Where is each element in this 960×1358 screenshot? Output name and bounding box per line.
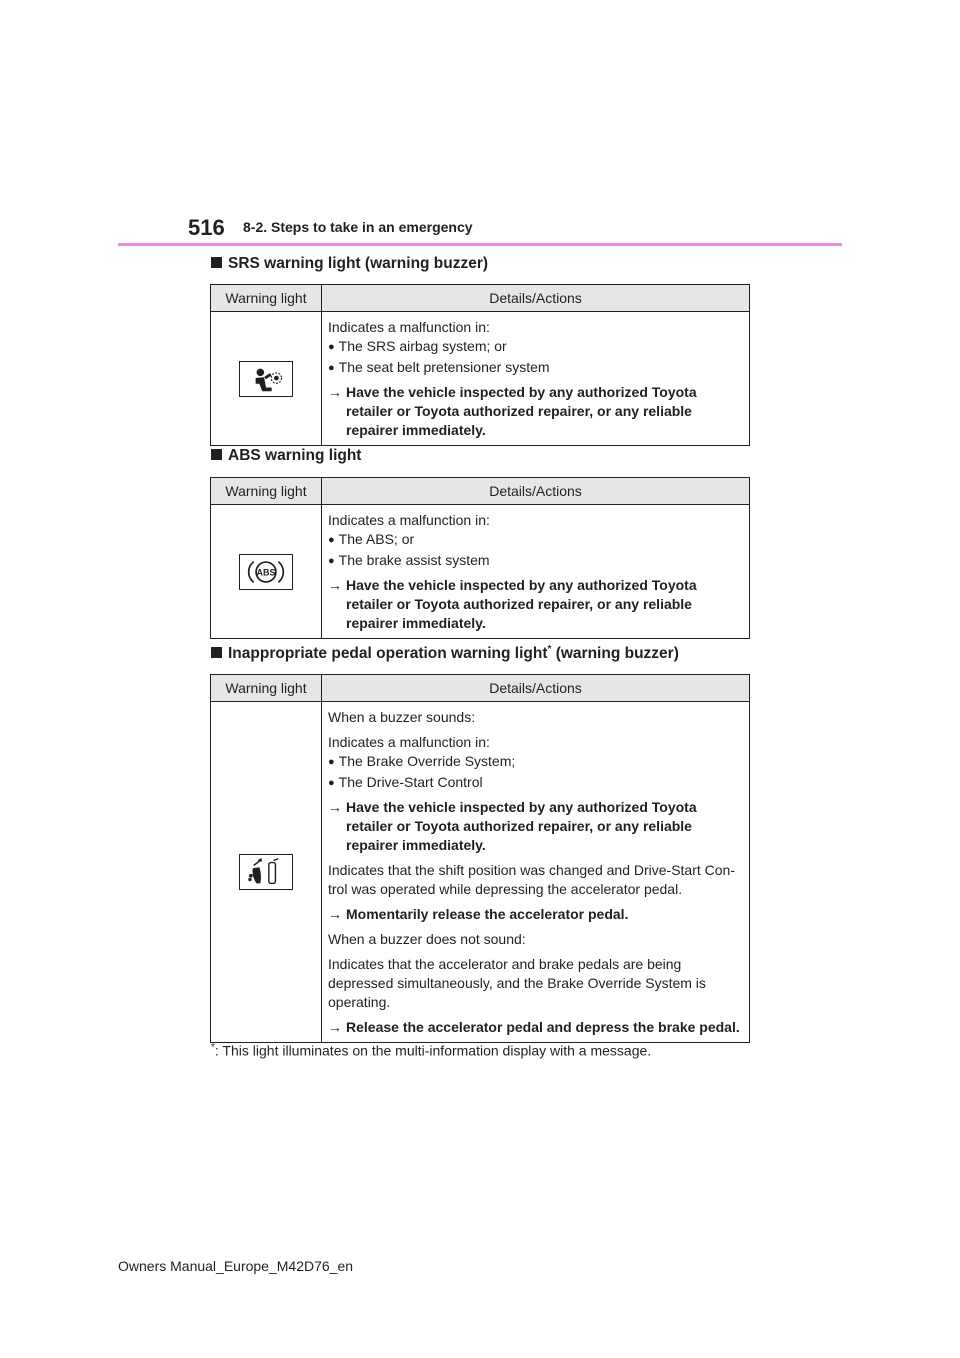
srs-action	[328, 383, 745, 440]
arrow-icon: →	[328, 384, 342, 400]
pedal-operation-icon	[239, 854, 293, 890]
pedal-action-3	[328, 1018, 745, 1037]
srs-table	[210, 284, 750, 446]
header-rule	[118, 243, 842, 246]
abs-action	[328, 576, 745, 633]
pedal-buzzer-sounds: When a buzzer sounds:	[328, 709, 476, 725]
col-details-actions: Details/Actions	[322, 675, 750, 702]
pedal-action-1	[328, 798, 745, 855]
srs-heading-text: SRS warning light (warning buzzer)	[228, 255, 489, 272]
abs-bullet-2: ● The brake assist system	[328, 551, 745, 572]
pedal-details	[322, 702, 750, 1043]
pedal-buzzer-not: When a buzzer does not sound:	[328, 931, 526, 947]
srs-heading	[211, 255, 488, 273]
pedal-heading-suffix: (warning buzzer)	[551, 645, 679, 663]
footnote	[211, 1042, 651, 1059]
heading-square-icon	[211, 257, 222, 268]
pedal-heading-text: Inappropriate pedal operation warning light	[228, 645, 548, 663]
srs-intro: Indicates a malfunction in:	[328, 319, 490, 335]
footer-doc-id: Owners Manual_Europe_M42D76_en	[118, 1258, 354, 1274]
arrow-icon: →	[328, 1019, 342, 1035]
abs-icon	[239, 554, 293, 590]
pedal-heading-footnote-mark: *	[547, 644, 552, 655]
pedal-bullet-2: ● The Drive-Start Control	[328, 773, 745, 794]
srs-icon-cell	[211, 312, 322, 446]
page-number: 516	[188, 215, 225, 240]
col-details-actions: Details/Actions	[322, 285, 750, 312]
srs-details	[322, 312, 750, 446]
srs-airbag-icon	[239, 361, 293, 397]
pedal-action-3-text: Release the accelerator pedal and depress the brake pedal.	[346, 1019, 740, 1035]
abs-table	[210, 477, 750, 639]
abs-bullet-1: ● The ABS; or	[328, 530, 745, 551]
pedal-bullet-1: ● The Brake Override System;	[328, 752, 745, 773]
abs-icon-cell	[211, 505, 322, 639]
arrow-icon: →	[328, 799, 342, 815]
col-details-actions: Details/Actions	[322, 478, 750, 505]
pedal-heading	[211, 644, 679, 663]
pedal-para-2: Indicates that the shift position was changed and Drive-Start Con-trol was operated while depressing the accelerator pedal.	[328, 862, 735, 897]
pedal-table	[210, 674, 750, 1043]
section-header: 8-2. Steps to take in an emergency	[243, 219, 473, 235]
abs-intro: Indicates a malfunction in:	[328, 512, 490, 528]
pedal-icon-cell	[211, 702, 322, 1043]
heading-square-icon	[211, 647, 222, 658]
abs-heading	[211, 447, 361, 465]
srs-bullet-1: ● The SRS airbag system; or	[328, 337, 745, 358]
heading-square-icon	[211, 449, 222, 460]
col-warning-light: Warning light	[211, 478, 322, 505]
srs-action-text: Have the vehicle inspected by any authorized Toyota retailer or Toyota authorized repairer, or any reliable repairer immediately.	[346, 384, 697, 438]
col-warning-light: Warning light	[211, 675, 322, 702]
arrow-icon: →	[328, 906, 342, 922]
pedal-action-1-text: Have the vehicle inspected by any authorized Toyota retailer or Toyota authorized repairer, or any reliable repairer immediately.	[346, 799, 697, 853]
footnote-text: : This light illuminates on the multi-information display with a message.	[214, 1042, 652, 1059]
abs-heading-text: ABS warning light	[228, 447, 362, 464]
pedal-action-2-text: Momentarily release the accelerator pedal.	[346, 906, 629, 922]
abs-details	[322, 505, 750, 639]
abs-action-text: Have the vehicle inspected by any authorized Toyota retailer or Toyota authorized repairer, or any reliable repairer immediately.	[346, 577, 697, 631]
abs-icon-text: ABS	[256, 566, 276, 577]
pedal-action-2	[328, 905, 745, 924]
footnote-mark: *	[211, 1042, 215, 1053]
col-warning-light: Warning light	[211, 285, 322, 312]
srs-bullet-2: ● The seat belt pretensioner system	[328, 358, 745, 379]
arrow-icon: →	[328, 577, 342, 593]
pedal-para-3: Indicates that the accelerator and brake pedals are being depressed simultaneously, and the Brake Override System is operating.	[328, 956, 706, 1010]
pedal-intro: Indicates a malfunction in:	[328, 734, 490, 750]
